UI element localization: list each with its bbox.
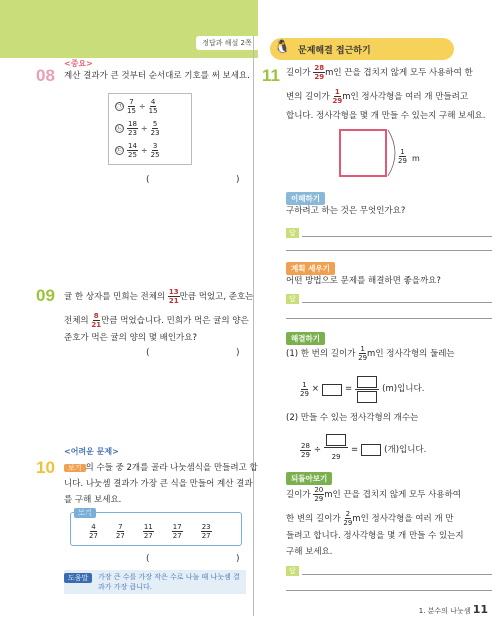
text: m인 끈을 겹치지 않게 모두 사용하여 한 bbox=[325, 68, 473, 78]
problem-10-line-2: 니다. 나눗셈 결과가 가장 큰 식을 만들어 계산 결과 bbox=[64, 479, 253, 489]
text: 전체의 bbox=[64, 316, 89, 326]
denominator: 21 bbox=[168, 297, 179, 305]
text: m인 정사각형을 여러 개 만 bbox=[352, 514, 454, 524]
square-figure bbox=[330, 126, 440, 182]
step-review-line-2 bbox=[286, 510, 454, 528]
text: 만큼 먹었고, 준호는 bbox=[179, 292, 254, 302]
fraction bbox=[300, 442, 311, 459]
expression-row bbox=[115, 142, 160, 159]
step-review-line-1 bbox=[286, 486, 461, 504]
fraction bbox=[151, 120, 160, 137]
step-plan-tag: 계획 세우기 bbox=[286, 262, 335, 275]
denominator: 29 bbox=[331, 453, 341, 461]
denominator: 27 bbox=[201, 532, 211, 540]
denominator: 29 bbox=[301, 450, 310, 459]
problem-10-line-3: 를 구해 보세요. bbox=[64, 495, 122, 505]
problem-9-line-1 bbox=[64, 288, 253, 306]
text: 길이가 bbox=[286, 490, 311, 500]
denominator: 15 bbox=[148, 107, 158, 115]
problem-8-question: 계산 결과가 큰 것부터 순서대로 기호를 써 보세요. bbox=[64, 71, 250, 81]
denominator: 29 bbox=[300, 390, 309, 398]
mark-symbol: ㉡ bbox=[116, 125, 123, 132]
blank-box[interactable] bbox=[357, 376, 377, 388]
problem-11-line-2 bbox=[286, 88, 468, 106]
numerator: 4 bbox=[150, 98, 156, 106]
answer-line[interactable] bbox=[286, 590, 492, 591]
answer-paren-close: ) bbox=[236, 348, 240, 358]
step-solve-expr-1 bbox=[300, 376, 424, 403]
problem-number-9: 09 bbox=[36, 286, 55, 305]
fraction bbox=[143, 523, 154, 540]
step-review-line-4: 구해 보세요. bbox=[286, 547, 333, 557]
problem-11-line-1 bbox=[286, 64, 473, 82]
operator: = bbox=[345, 384, 353, 394]
page-number: 11 bbox=[472, 603, 488, 616]
fraction bbox=[168, 288, 180, 305]
figure-fraction bbox=[398, 148, 407, 165]
problem-11-line-3: 합니다. 정사각형을 몇 개 만들 수 있는지 구해 보세요. bbox=[286, 111, 486, 121]
answer-line[interactable] bbox=[302, 236, 492, 237]
operator: ÷ bbox=[313, 444, 322, 455]
numerator: 1 bbox=[360, 345, 365, 353]
answer-label: 답 bbox=[286, 294, 299, 304]
problem-9-line-2 bbox=[64, 312, 249, 330]
numerator: 1 bbox=[400, 148, 405, 156]
numerator: 28 bbox=[314, 64, 325, 72]
section-header bbox=[270, 38, 454, 60]
text: (1) 한 번의 길이가 bbox=[286, 349, 356, 359]
blank-box[interactable] bbox=[326, 434, 346, 446]
character-icon: 🐧 bbox=[274, 40, 291, 55]
column-divider bbox=[253, 36, 254, 616]
numerator: 17 bbox=[172, 523, 182, 531]
fraction bbox=[127, 98, 136, 115]
text: m인 정사각형의 둘레는 bbox=[367, 349, 455, 359]
numerator: 20 bbox=[314, 486, 324, 494]
step-review-tag: 되돌아보기 bbox=[286, 472, 332, 485]
denominator: 25 bbox=[150, 151, 160, 159]
numerator: 14 bbox=[128, 142, 137, 150]
numerator: 11 bbox=[143, 523, 153, 531]
page-footer bbox=[419, 603, 488, 616]
numerator: 28 bbox=[301, 441, 310, 450]
denominator: 23 bbox=[150, 129, 160, 137]
denominator: 29 bbox=[358, 354, 368, 362]
numerator: 3 bbox=[152, 142, 158, 150]
numerator: 7 bbox=[118, 523, 123, 531]
operator: = bbox=[351, 444, 359, 455]
bogi-label: 보기 bbox=[64, 464, 86, 472]
answer-line[interactable] bbox=[286, 250, 492, 251]
side-bracket bbox=[388, 130, 395, 176]
denominator: 27 bbox=[89, 532, 98, 540]
expression-row bbox=[115, 120, 160, 137]
operator: ÷ bbox=[140, 124, 148, 133]
fraction bbox=[172, 523, 183, 540]
denominator: 15 bbox=[127, 107, 136, 115]
text: 귤 한 상자를 민희는 전체의 bbox=[64, 292, 166, 302]
answer-line[interactable] bbox=[302, 574, 492, 575]
denominator: 29 bbox=[343, 519, 353, 527]
step-solve-expr-2 bbox=[300, 434, 426, 466]
denominator: 29 bbox=[314, 73, 325, 81]
problem-number-11: 11 bbox=[262, 66, 280, 85]
denominator: 29 bbox=[398, 157, 407, 165]
numerator: 2 bbox=[345, 510, 351, 518]
blank-fraction bbox=[324, 434, 348, 466]
fraction bbox=[313, 486, 324, 503]
text: m인 끈을 겹치지 않게 모두 사용하여 bbox=[324, 490, 462, 500]
numerator: 5 bbox=[152, 120, 158, 128]
step-understand-question: 구하려고 하는 것은 무엇인가요? bbox=[286, 206, 406, 216]
text: 변의 길이가 bbox=[286, 92, 330, 102]
section-title: 문제해결 접근하기 bbox=[298, 46, 371, 56]
step-plan-question: 어떤 방법으로 문제를 해결하면 좋을까요? bbox=[286, 276, 441, 286]
answer-paren-close: ) bbox=[236, 175, 240, 185]
step-understand-tag: 이해하기 bbox=[286, 192, 325, 205]
fraction bbox=[127, 120, 138, 137]
denominator: 29 bbox=[332, 97, 343, 105]
blank-fraction bbox=[355, 376, 379, 403]
step-solve-q2: (2) 만들 수 있는 정사각형의 개수는 bbox=[286, 413, 419, 423]
fraction-bar bbox=[324, 447, 348, 448]
fraction bbox=[343, 510, 352, 527]
numerator: 13 bbox=[168, 288, 179, 296]
text: 한 변의 길이가 bbox=[286, 514, 341, 524]
chapter-label: 1. 분수의 나눗셈 bbox=[418, 607, 471, 615]
blank-box[interactable] bbox=[357, 391, 377, 403]
denominator: 27 bbox=[143, 532, 153, 540]
problem-8-expression-box bbox=[108, 93, 192, 165]
text: 길이가 bbox=[286, 68, 311, 78]
operator: × bbox=[311, 384, 320, 394]
answer-label: 답 bbox=[286, 566, 299, 576]
fraction bbox=[201, 523, 212, 540]
text: m인 정사각형을 여러 개 만들려고 bbox=[342, 92, 469, 102]
problem-number-10: 10 bbox=[36, 458, 55, 477]
text: 만큼 먹었습니다. 민희가 먹은 귤의 양은 bbox=[101, 316, 249, 326]
answer-label: 답 bbox=[286, 228, 299, 238]
figure-unit: m bbox=[412, 154, 420, 163]
text: (개)입니다. bbox=[384, 444, 427, 455]
help-text: 가장 큰 수를 가장 작은 수로 나눌 때 나눗셈 결과가 가장 큽니다. bbox=[98, 573, 240, 591]
answer-paren-open[interactable]: ( bbox=[146, 175, 150, 185]
problem-9-line-3: 준호가 먹은 귤의 양의 몇 배인가요? bbox=[64, 333, 197, 343]
blank-box[interactable] bbox=[361, 444, 381, 456]
fraction bbox=[89, 523, 98, 540]
answer-line[interactable] bbox=[302, 302, 492, 303]
bogi-fraction-box bbox=[70, 512, 242, 546]
fraction bbox=[149, 98, 158, 115]
numerator: 4 bbox=[91, 523, 96, 531]
numerator: 23 bbox=[201, 523, 211, 531]
numerator: 1 bbox=[302, 381, 307, 389]
fraction bbox=[313, 64, 325, 81]
denominator: 25 bbox=[128, 151, 137, 159]
important-tag: <중요> bbox=[64, 59, 93, 68]
text: 의 수들 중 2개를 골라 나눗셈식을 만들려고 합 bbox=[85, 463, 258, 473]
fraction bbox=[332, 88, 342, 105]
fraction bbox=[116, 523, 125, 540]
answer-paren-open[interactable]: ( bbox=[146, 554, 150, 564]
answer-line[interactable] bbox=[286, 318, 492, 319]
fraction-bar bbox=[355, 389, 379, 390]
square-shape bbox=[340, 130, 386, 176]
answer-paren-open[interactable]: ( bbox=[146, 348, 150, 358]
text: (m)입니다. bbox=[382, 384, 425, 394]
numerator: 8 bbox=[93, 312, 99, 320]
operator: ÷ bbox=[138, 102, 146, 111]
help-label: 도움말 bbox=[64, 573, 92, 583]
denominator: 29 bbox=[314, 495, 324, 503]
denominator: 27 bbox=[115, 532, 125, 540]
fraction bbox=[127, 142, 138, 159]
numerator: 18 bbox=[128, 120, 137, 128]
answer-reference-tab: 정답과 해설 2쪽 bbox=[196, 36, 258, 50]
step-review-line-3: 들려고 합니다. 정사각형을 몇 개 만들 수 있는지 bbox=[286, 531, 464, 541]
operator: ÷ bbox=[140, 146, 148, 155]
blank-box[interactable] bbox=[322, 384, 342, 396]
answer-paren-close: ) bbox=[236, 554, 240, 564]
mark-symbol: ㉢ bbox=[116, 147, 123, 154]
numerator: 1 bbox=[334, 88, 340, 96]
fraction bbox=[91, 312, 101, 329]
denominator: 23 bbox=[128, 129, 137, 137]
fraction bbox=[300, 381, 309, 398]
step-solve-tag: 해결하기 bbox=[286, 332, 325, 345]
denominator: 21 bbox=[91, 321, 102, 329]
numerator: 7 bbox=[129, 98, 134, 106]
mark-symbol: ㉠ bbox=[116, 103, 123, 110]
denominator: 27 bbox=[172, 532, 182, 540]
step-solve-q1 bbox=[286, 345, 455, 363]
problem-number-8: 08 bbox=[36, 66, 55, 85]
fraction bbox=[358, 345, 367, 362]
expression-row bbox=[115, 98, 158, 115]
fraction-list bbox=[89, 523, 212, 540]
problem-10-line-1 bbox=[64, 460, 258, 477]
fraction bbox=[151, 142, 160, 159]
bogi-box-label: 보기 bbox=[74, 508, 96, 518]
help-box bbox=[64, 570, 246, 594]
difficult-tag: <어려운 문제> bbox=[64, 447, 119, 456]
